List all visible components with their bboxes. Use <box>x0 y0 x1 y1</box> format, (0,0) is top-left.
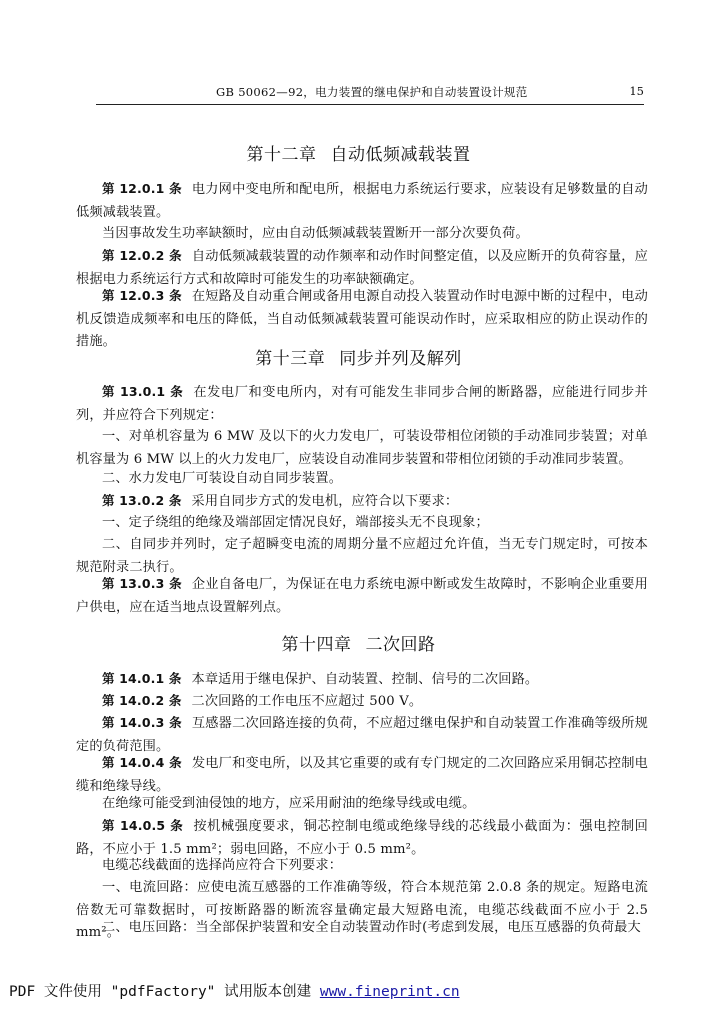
clause-text: 当因事故发生功率缺额时，应由自动低频减载装置断开一部分次要负荷。 <box>102 226 529 241</box>
clause-text: 一、电流回路：应使电流互感器的工作准确等级，符合本规范第 2.0.8 条的规定。短路电流倍数无可靠数据时，可按断路器的断流容量确定最大短路电流，电缆芯线截面不应小于 2.5 mm²。 <box>76 880 648 940</box>
clause-number: 第 14.0.5 条 <box>102 818 184 833</box>
fineprint-link[interactable]: www.fineprint.cn <box>319 984 460 1000</box>
clause-text: 发电厂和变电所，以及其它重要的或有专门规定的二次回路应采用铜芯控制电缆和绝缘导线。 <box>76 756 648 794</box>
paragraph <box>76 855 648 878</box>
paragraph <box>76 573 648 619</box>
clause-text: 企业自备电厂，为保证在电力系统电源中断或发生故障时，不影响企业重要用户供电，应在适当地点设置解列点。 <box>76 577 648 615</box>
paragraph <box>76 512 648 535</box>
paragraph <box>76 426 648 471</box>
chapter-12-title <box>0 140 717 165</box>
chapter-number: 第十四章 <box>281 635 352 655</box>
clause-text: 采用自同步方式的发电机，应符合以下要求： <box>191 494 459 509</box>
clause-number: 第 14.0.2 条 <box>102 693 182 708</box>
paragraph <box>76 381 648 427</box>
clause-text: 二、自同步并列时，定子超瞬变电流的周期分量不应超过允许值，当无专门规定时，可按本规范附录二执行。 <box>76 537 648 575</box>
clause-number: 第 12.0.1 条 <box>102 181 182 196</box>
paragraph <box>76 752 648 798</box>
paragraph <box>76 223 648 246</box>
chapter-name: 自动低频减载装置 <box>330 145 471 165</box>
pdf-footer <box>9 980 460 1001</box>
paragraph <box>76 793 648 816</box>
clause-text: 在绝缘可能受到油侵蚀的地方，应采用耐油的绝缘导线或电缆。 <box>102 796 476 811</box>
paragraph <box>76 468 648 491</box>
clause-number: 第 12.0.3 条 <box>102 288 182 303</box>
paragraph <box>76 178 648 224</box>
clause-text: 电力网中变电所和配电所，根据电力系统运行要求，应装设有足够数量的自动低频减载装置。 <box>76 182 648 220</box>
clause-text: 二次回路的工作电压不应超过 500 V。 <box>191 694 423 709</box>
paragraph <box>76 690 648 714</box>
clause-number: 第 14.0.3 条 <box>102 715 182 730</box>
header-rule <box>96 104 644 105</box>
clause-text: 电缆芯线截面的选择尚应符合下列要求： <box>102 858 343 873</box>
running-header <box>96 84 644 106</box>
clause-text: 自动低频减载装置的动作频率和动作时间整定值，以及应断开的负荷容量，应根据电力系统运行方式和故障时可能发生的功率缺额确定。 <box>76 249 648 287</box>
clause-text: 二、水力发电厂可装设自动自同步装置。 <box>102 471 343 486</box>
clause-text: 二、电压回路：当全部保护装置和安全自动装置动作时(考虑到发展，电压互感器的负荷最大 <box>102 920 641 935</box>
chapter-13-title <box>0 344 717 369</box>
paragraph <box>76 668 648 692</box>
clause-number: 第 14.0.4 条 <box>102 755 182 770</box>
clause-text: 一、定子绕组的绝缘及端部固定情况良好，端部接头无不良现象； <box>102 515 489 530</box>
paragraph <box>76 917 648 940</box>
chapter-number: 第十三章 <box>255 349 326 369</box>
paragraph <box>76 490 648 514</box>
clause-number: 第 13.0.3 条 <box>102 576 182 591</box>
clause-text: 一、对单机容量为 6 MW 及以下的火力发电厂，可装设带相位闭锁的手动准同步装置；对单机容量为 6 MW 以上的火力发电厂，应装设自动准同步装置和带相位闭锁的手动准同步装置。 <box>76 429 648 467</box>
header-title: GB 50062—92，电力装置的继电保护和自动装置设计规范 <box>216 85 528 99</box>
chapter-name: 二次回路 <box>365 635 436 655</box>
clause-text: 在短路及自动重合闸或备用电源自动投入装置动作时电源中断的过程中，电动机反馈造成频率和电压的降低，当自动低频减载装置可能误动作时，应采取相应的防止误动作的措施。 <box>76 289 648 349</box>
clause-number: 第 12.0.2 条 <box>102 248 182 263</box>
page-number: 15 <box>629 84 644 98</box>
clause-text: 按机械强度要求，铜芯控制电缆或绝缘导线的芯线最小截面为：强电控制回路，不应小于 1.5 mm²；弱电回路，不应小于 0.5 mm²。 <box>76 819 648 857</box>
clause-number: 第 13.0.2 条 <box>102 493 182 508</box>
clause-text: 互感器二次回路连接的负荷，不应超过继电保护和自动装置工作准确等级所规定的负荷范围。 <box>76 716 648 754</box>
footer-text: PDF 文件使用 "pdfFactory" 试用版本创建 <box>9 984 320 1000</box>
chapter-number: 第十二章 <box>246 145 317 165</box>
chapter-name: 同步并列及解列 <box>339 349 462 369</box>
clause-number: 第 14.0.1 条 <box>102 671 182 686</box>
clause-text: 本章适用于继电保护、自动装置、控制、信号的二次回路。 <box>191 672 539 687</box>
chapter-14-title <box>0 630 717 655</box>
clause-number: 第 13.0.1 条 <box>102 384 184 399</box>
clause-text: 在发电厂和变电所内，对有可能发生非同步合闸的断路器，应能进行同步并列，并应符合下列规定： <box>76 385 648 423</box>
